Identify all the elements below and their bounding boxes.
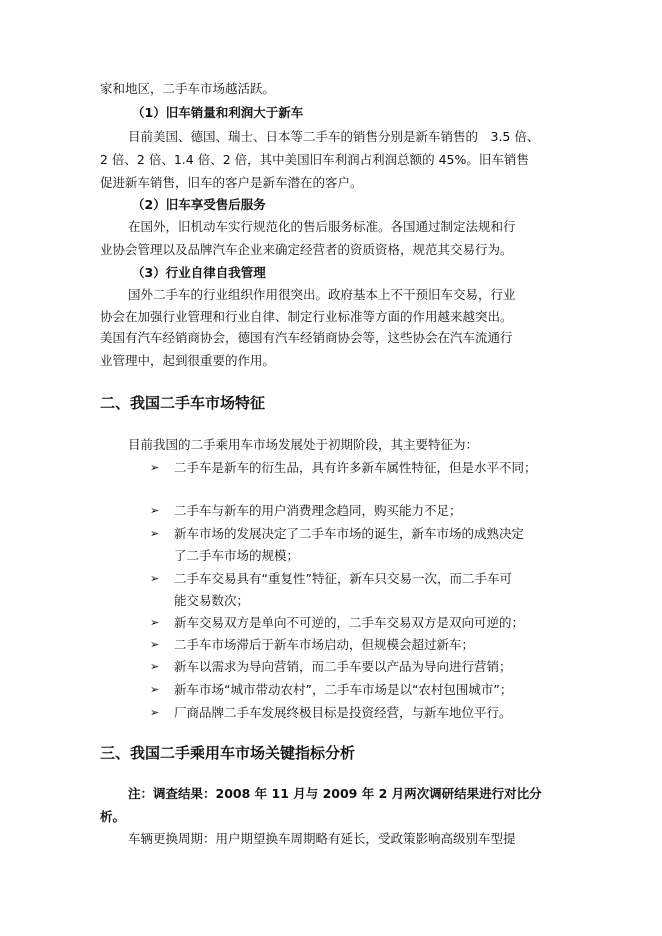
arrow-bullet-icon: ➢ <box>150 461 160 474</box>
paragraph-line: 协会在加强行业管理和行业自律、制定行业标准等方面的作用越来越突出。 <box>100 309 513 324</box>
arrow-bullet-icon: ➢ <box>150 706 160 719</box>
list-item-text: 新车交易双方是单向不可逆的，二手车交易双方是双向可逆的； <box>174 615 525 630</box>
section-heading-2: 二、我国二手车市场特征 <box>100 394 266 412</box>
arrow-bullet-icon: ➢ <box>150 504 160 517</box>
list-item-text: 新车市场“城市带动农村”，二手车市场是以“农村包围城市”； <box>174 682 513 697</box>
note-line: 注：调查结果：2008 年 11 月与 2009 年 2 月两次调研结果进行对比分 <box>128 786 542 801</box>
arrow-bullet-icon: ➢ <box>150 572 160 585</box>
list-item-text: 新车市场的发展决定了二手车市场的诞生，新车市场的成熟决定 <box>174 526 525 541</box>
paragraph-line: 目前美国、德国、瑞士、日本等二手车的销售分别是新车销售的 3.5 倍、 <box>128 129 540 144</box>
paragraph-line: 促进新车销售，旧车的客户是新车潜在的客户。 <box>100 175 363 190</box>
list-item-text: 新车以需求为导向营销，而二手车要以产品为导向进行营销； <box>174 659 512 674</box>
paragraph-line: 国外二手车的行业组织作用很突出。政府基本上不干预旧车交易，行业 <box>128 287 516 302</box>
list-item-text-continued: 了二手车市场的规模； <box>174 548 300 563</box>
list-item-text: 二手车与新车的用户消费理念趋同，购买能力不足； <box>174 503 462 518</box>
paragraph-line: 美国有汽车经销商协会，德国有汽车经销商协会等，这些协会在汽车流通行 <box>100 330 513 345</box>
list-item-text: 厂商品牌二手车发展终极目标是投资经营，与新车地位平行。 <box>174 705 512 720</box>
arrow-bullet-icon: ➢ <box>150 660 160 673</box>
paragraph-line: 业协会管理以及品牌汽车企业来确定经营者的资质资格，规范其交易行为。 <box>100 242 513 257</box>
arrow-bullet-icon: ➢ <box>150 527 160 540</box>
intro-tail-text: 家和地区，二手车市场越活跃。 <box>100 81 276 96</box>
section-intro: 目前我国的二手乘用车市场发展处于初期阶段，其主要特征为： <box>128 437 479 452</box>
section-heading-3: 三、我国二手乘用车市场关键指标分析 <box>100 744 356 762</box>
list-item-text: 二手车是新车的衍生品，具有许多新车属性特征，但是水平不同； <box>174 460 537 475</box>
arrow-bullet-icon: ➢ <box>150 638 160 651</box>
note-line-continued: 析。 <box>100 809 126 824</box>
arrow-bullet-icon: ➢ <box>150 683 160 696</box>
paragraph-line: 业管理中，起到很重要的作用。 <box>100 353 276 368</box>
list-item-text: 二手车交易具有“重复性”特征，新车只交易一次，而二手车可 <box>174 571 512 586</box>
paragraph-line: 车辆更换周期：用户期望换车周期略有延长，受政策影响高级别车型提 <box>128 831 516 846</box>
list-item-text-continued: 能交易数次； <box>174 593 250 608</box>
arrow-bullet-icon: ➢ <box>150 616 160 629</box>
subheading-2: （2）旧车享受售后服务 <box>132 197 266 212</box>
paragraph-line: 在国外，旧机动车实行规范化的售后服务标准。各国通过制定法规和行 <box>128 219 516 234</box>
subheading-1: （1）旧车销量和利润大于新车 <box>132 105 304 120</box>
paragraph-line: 2 倍、2 倍、1.4 倍、2 倍，其中美国旧车利润占利润总额的 45%。旧车销售 <box>100 152 529 167</box>
subheading-3: （3）行业自律自我管理 <box>132 265 266 280</box>
list-item-text: 二手车市场滞后于新车市场启动，但规模会超过新车； <box>174 637 475 652</box>
